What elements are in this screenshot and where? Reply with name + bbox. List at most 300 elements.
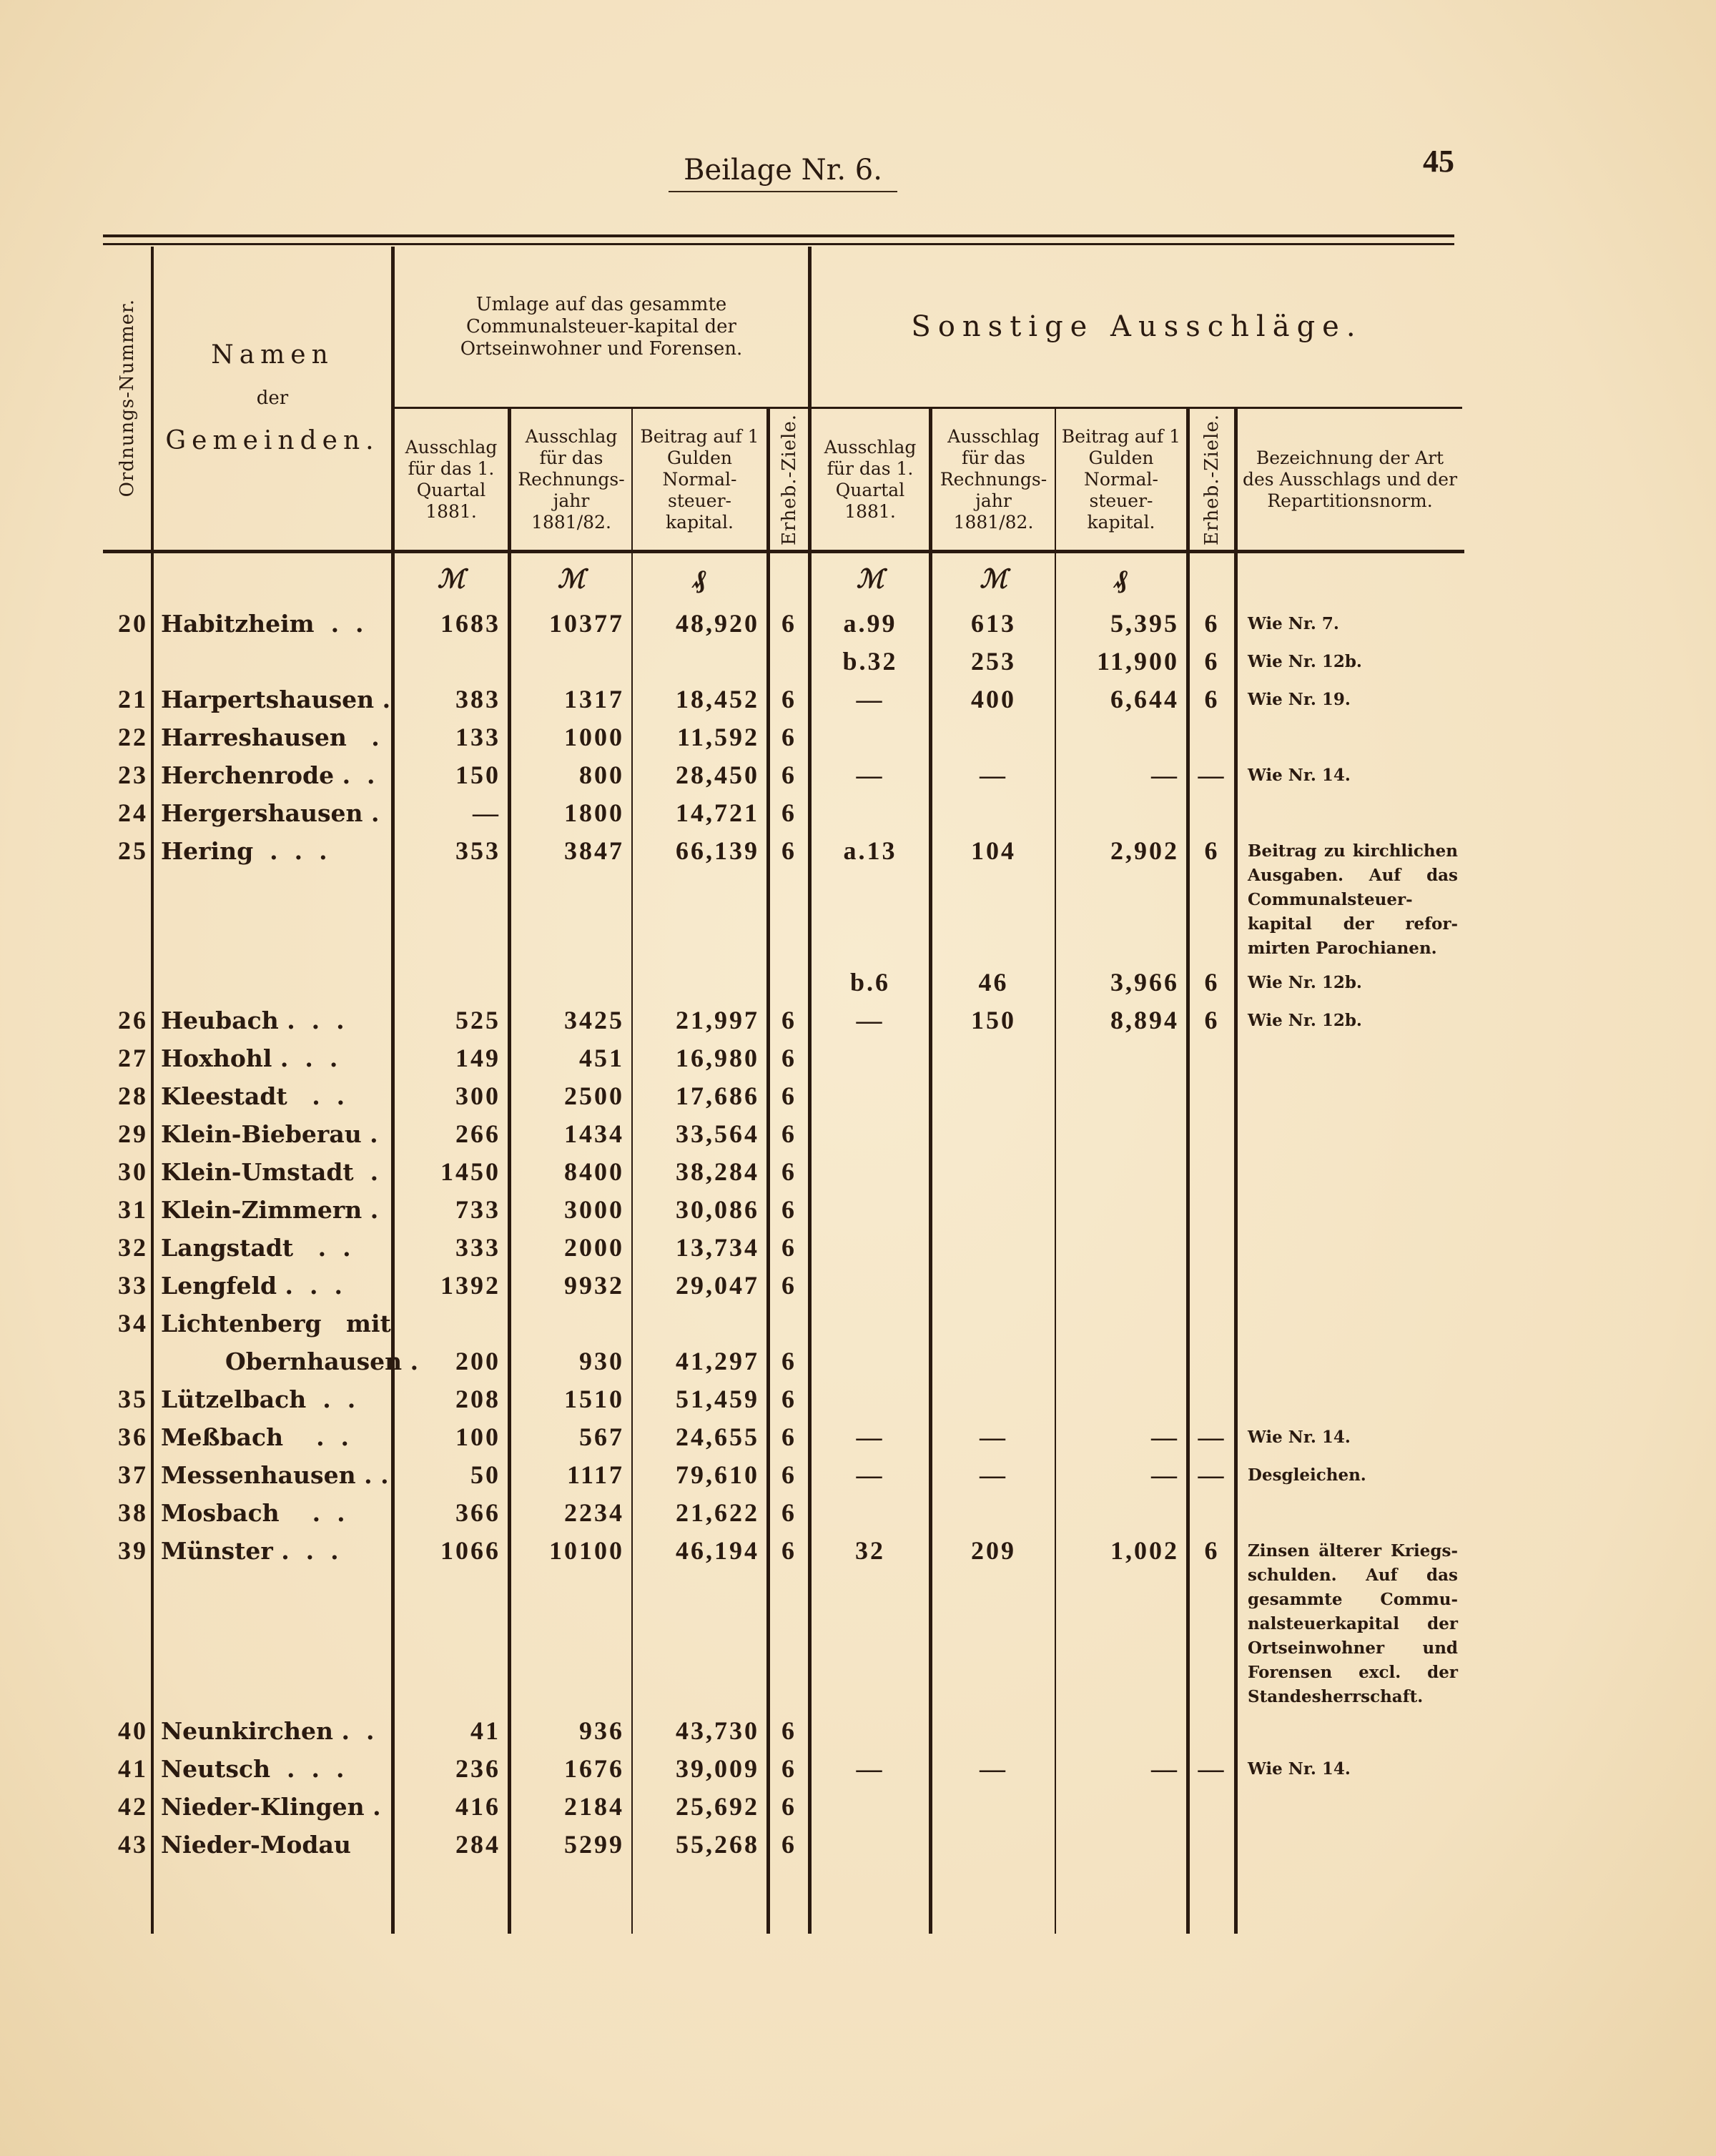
table-row xyxy=(103,1494,1464,1532)
filler-cell xyxy=(1238,1864,1462,1934)
umlage-q1-cell xyxy=(395,1229,511,1267)
umlage-ziele: 6 xyxy=(781,685,797,713)
municipality-name xyxy=(154,1750,395,1788)
umlage-q1: 383 xyxy=(455,685,500,713)
umlage-ziele-cell xyxy=(770,1267,812,1305)
umlage-q1: 150 xyxy=(455,761,500,789)
table-row xyxy=(103,718,1464,756)
other-beitrag xyxy=(1056,1380,1190,1418)
other-q1 xyxy=(812,1494,932,1532)
umlage-beitrag: 48,920 xyxy=(676,609,759,638)
other-year xyxy=(932,1115,1056,1153)
umlage-year-cell xyxy=(511,1750,633,1788)
other-ziele: — xyxy=(1190,756,1238,794)
other-year: 400 xyxy=(932,681,1056,718)
header-q1: Ausschlag für das 1. Quartal 1881. xyxy=(395,409,511,550)
assessment-table xyxy=(103,247,1464,1934)
umlage-ziele-cell xyxy=(770,756,812,794)
umlage-beitrag-cell xyxy=(633,1826,770,1864)
other-assessments xyxy=(812,1494,1462,1532)
other-beitrag xyxy=(1056,1191,1190,1229)
other-year xyxy=(932,1039,1056,1077)
umlage-ziele: 6 xyxy=(781,1044,797,1072)
other-ziele xyxy=(1190,1712,1238,1750)
umlage-q1-cell xyxy=(395,1305,511,1380)
umlage-beitrag-cell xyxy=(633,1267,770,1305)
municipality-name xyxy=(154,1380,395,1418)
filler-cell xyxy=(1190,1864,1238,1934)
other-year xyxy=(932,1153,1056,1191)
municipality-name xyxy=(154,1077,395,1115)
other-description xyxy=(1238,1191,1462,1229)
filler-cell xyxy=(1056,1864,1190,1934)
other-beitrag: 3,966 xyxy=(1056,964,1190,1002)
umlage-beitrag-cell xyxy=(633,1002,770,1039)
other-assessment-entry xyxy=(812,794,1462,832)
row-number: 24 xyxy=(103,794,154,832)
other-ziele xyxy=(1190,1267,1238,1305)
other-beitrag: 11,900 xyxy=(1056,643,1190,681)
other-beitrag xyxy=(1056,1712,1190,1750)
other-ziele: 6 xyxy=(1190,964,1238,1002)
umlage-year: 10377 xyxy=(549,609,624,638)
other-ziele: — xyxy=(1190,1750,1238,1788)
umlage-beitrag-cell xyxy=(633,1115,770,1153)
row-number: 21 xyxy=(103,681,154,718)
municipality-name-line: Harpertshausen . xyxy=(161,686,391,713)
header-ordnungs-label: Ordnungs-Nummer. xyxy=(116,299,138,498)
municipality-name xyxy=(154,1039,395,1077)
other-assessments xyxy=(812,794,1462,832)
header-sonst-q1: Ausschlag für das 1. Quartal 1881. xyxy=(812,409,932,550)
municipality-name xyxy=(154,832,395,1002)
umlage-q1-cell xyxy=(395,832,511,1002)
top-rule-second xyxy=(103,243,1454,245)
municipality-name-line: Klein-Zimmern . xyxy=(161,1196,379,1224)
umlage-ziele-cell xyxy=(770,1153,812,1191)
other-q1: — xyxy=(812,681,932,718)
umlage-year: 451 xyxy=(579,1044,624,1072)
other-year xyxy=(932,718,1056,756)
other-assessment-entry xyxy=(812,1380,1462,1418)
umlage-year: 3847 xyxy=(564,836,624,865)
municipality-name-line: Hergershausen . xyxy=(161,799,380,827)
other-ziele xyxy=(1190,718,1238,756)
umlage-year-cell xyxy=(511,1229,633,1267)
umlage-q1: 353 xyxy=(455,836,500,865)
other-year xyxy=(932,1380,1056,1418)
other-assessments xyxy=(812,832,1462,1002)
municipality-name xyxy=(154,605,395,681)
filler-cell xyxy=(812,1864,932,1934)
other-ziele xyxy=(1190,794,1238,832)
other-beitrag: 5,395 xyxy=(1056,605,1190,643)
other-assessments xyxy=(812,1788,1462,1826)
municipality-name xyxy=(154,1826,395,1864)
table-row xyxy=(103,1380,1464,1418)
other-year xyxy=(932,794,1056,832)
umlage-year-cell xyxy=(511,1456,633,1494)
umlage-ziele: 6 xyxy=(781,1233,797,1262)
other-beitrag: 6,644 xyxy=(1056,681,1190,718)
other-description xyxy=(1238,1153,1462,1191)
other-assessments xyxy=(812,1532,1462,1712)
other-assessment-entry xyxy=(812,1532,1462,1712)
row-number: 22 xyxy=(103,718,154,756)
table-row xyxy=(103,1305,1464,1380)
other-year xyxy=(932,1077,1056,1115)
top-rule xyxy=(103,234,1454,237)
filler-cell xyxy=(395,1864,511,1934)
header-year: Ausschlag für das Rechnungs-jahr 1881/82. xyxy=(511,409,633,550)
municipality-name xyxy=(154,681,395,718)
umlage-year-cell xyxy=(511,1077,633,1115)
other-assessment-entry xyxy=(812,1115,1462,1153)
umlage-ziele-cell xyxy=(770,1712,812,1750)
other-assessment-entry xyxy=(812,1788,1462,1826)
umlage-year: 10100 xyxy=(549,1536,624,1565)
other-q1: — xyxy=(812,1456,932,1494)
other-beitrag: — xyxy=(1056,756,1190,794)
umlage-year: 2500 xyxy=(564,1082,624,1110)
page-number: 45 xyxy=(1423,144,1454,179)
umlage-ziele-cell xyxy=(770,718,812,756)
umlage-q1-cell xyxy=(395,1494,511,1532)
umlage-year: 1676 xyxy=(564,1754,624,1783)
umlage-beitrag-cell xyxy=(633,1305,770,1380)
umlage-beitrag: 18,452 xyxy=(676,685,759,713)
municipality-name-line: Nieder-Modau xyxy=(161,1831,351,1859)
other-beitrag: — xyxy=(1056,1456,1190,1494)
row-number: 37 xyxy=(103,1456,154,1494)
other-year xyxy=(932,1826,1056,1864)
umlage-ziele-cell xyxy=(770,1750,812,1788)
other-year: 104 xyxy=(932,832,1056,964)
unit-mark: ℳ xyxy=(395,553,511,605)
municipality-name xyxy=(154,718,395,756)
row-number: 29 xyxy=(103,1115,154,1153)
umlage-ziele: 6 xyxy=(781,1119,797,1148)
municipality-name-line: Langstadt . . xyxy=(161,1234,351,1262)
umlage-year: 9932 xyxy=(564,1271,624,1300)
row-number: 20 xyxy=(103,605,154,681)
umlage-ziele: 6 xyxy=(781,1460,797,1489)
umlage-q1-cell xyxy=(395,1826,511,1864)
umlage-q1-cell xyxy=(395,1750,511,1788)
umlage-ziele-cell xyxy=(770,1532,812,1712)
row-number: 23 xyxy=(103,756,154,794)
other-assessment-entry xyxy=(812,681,1462,718)
row-number: 43 xyxy=(103,1826,154,1864)
other-assessment-entry xyxy=(812,1077,1462,1115)
umlage-beitrag-cell xyxy=(633,681,770,718)
umlage-year: 8400 xyxy=(564,1157,624,1186)
umlage-ziele-cell xyxy=(770,1229,812,1267)
other-q1 xyxy=(812,1153,932,1191)
other-assessment-entry xyxy=(812,1750,1462,1788)
umlage-ziele: 6 xyxy=(781,1716,797,1745)
other-year xyxy=(932,1494,1056,1532)
other-ziele: 6 xyxy=(1190,643,1238,681)
umlage-year-cell xyxy=(511,1712,633,1750)
municipality-name-line: Lützelbach . . xyxy=(161,1385,356,1413)
umlage-beitrag: 16,980 xyxy=(676,1044,759,1072)
umlage-beitrag-cell xyxy=(633,1039,770,1077)
other-q1: a.13 xyxy=(812,832,932,964)
other-assessment-entry xyxy=(812,832,1462,964)
other-year: 253 xyxy=(932,643,1056,681)
other-assessment-entry xyxy=(812,964,1462,1002)
umlage-year: 800 xyxy=(579,761,624,789)
other-beitrag xyxy=(1056,1494,1190,1532)
umlage-year-cell xyxy=(511,794,633,832)
other-description xyxy=(1238,1494,1462,1532)
unit-empty xyxy=(154,553,395,605)
units-row xyxy=(103,553,1464,605)
table-row xyxy=(103,794,1464,832)
umlage-ziele: 6 xyxy=(781,1006,797,1034)
umlage-q1-cell xyxy=(395,1532,511,1712)
other-assessment-entry xyxy=(812,1191,1462,1229)
umlage-year: 1317 xyxy=(564,685,624,713)
other-q1 xyxy=(812,1305,932,1380)
other-assessment-entry xyxy=(812,1305,1462,1380)
other-description: Wie Nr. 12b. xyxy=(1248,973,1362,992)
municipality-name-line: Messenhausen . . xyxy=(161,1461,389,1489)
other-description xyxy=(1238,1077,1462,1115)
table-filler xyxy=(103,1864,1464,1934)
other-assessment-entry xyxy=(812,643,1462,681)
row-number: 28 xyxy=(103,1077,154,1115)
other-assessments xyxy=(812,1750,1462,1788)
umlage-q1: 200 xyxy=(455,1347,500,1375)
other-ziele: 6 xyxy=(1190,1002,1238,1039)
umlage-beitrag: 46,194 xyxy=(676,1536,759,1565)
other-description xyxy=(1238,1712,1462,1750)
other-ziele xyxy=(1190,1191,1238,1229)
umlage-q1: 366 xyxy=(455,1498,500,1527)
umlage-q1: 100 xyxy=(455,1423,500,1451)
umlage-beitrag-cell xyxy=(633,1077,770,1115)
umlage-ziele: 6 xyxy=(781,1271,797,1300)
municipality-name-line: Neunkirchen . . xyxy=(161,1717,375,1745)
umlage-beitrag-cell xyxy=(633,1153,770,1191)
umlage-ziele-cell xyxy=(770,1494,812,1532)
other-year xyxy=(932,1305,1056,1380)
unit-pfennig: ₰ xyxy=(633,553,770,605)
umlage-ziele: 6 xyxy=(781,1498,797,1527)
umlage-ziele: 6 xyxy=(781,836,797,865)
filler-cell xyxy=(932,1864,1056,1934)
umlage-year-cell xyxy=(511,718,633,756)
other-beitrag xyxy=(1056,1153,1190,1191)
row-number: 25 xyxy=(103,832,154,1002)
other-description xyxy=(1238,794,1462,832)
table-row xyxy=(103,1002,1464,1039)
unit-mark: ℳ xyxy=(932,553,1056,605)
other-year: — xyxy=(932,1456,1056,1494)
umlage-q1: 284 xyxy=(455,1830,500,1859)
umlage-ziele-cell xyxy=(770,1456,812,1494)
other-description xyxy=(1238,1380,1462,1418)
umlage-beitrag: 41,297 xyxy=(676,1347,759,1375)
other-q1 xyxy=(812,1267,932,1305)
other-beitrag: — xyxy=(1056,1418,1190,1456)
other-description: Wie Nr. 14. xyxy=(1248,1428,1351,1447)
other-beitrag xyxy=(1056,1077,1190,1115)
other-q1 xyxy=(812,1229,932,1267)
other-q1 xyxy=(812,1039,932,1077)
header-name-line: Namen xyxy=(211,340,334,370)
other-description: Wie Nr. 12b. xyxy=(1248,652,1362,671)
umlage-beitrag-cell xyxy=(633,1532,770,1712)
umlage-year: 2184 xyxy=(564,1792,624,1821)
umlage-beitrag-cell xyxy=(633,1456,770,1494)
table-row xyxy=(103,1077,1464,1115)
other-year: 46 xyxy=(932,964,1056,1002)
umlage-q1: 1450 xyxy=(440,1157,500,1186)
umlage-year-cell xyxy=(511,1267,633,1305)
other-ziele: 6 xyxy=(1190,1532,1238,1712)
umlage-q1: — xyxy=(473,798,500,827)
other-year xyxy=(932,1191,1056,1229)
municipality-name-line: Klein-Bieberau . xyxy=(161,1120,378,1148)
other-assessments xyxy=(812,1712,1462,1750)
umlage-year: 1000 xyxy=(564,723,624,751)
umlage-q1: 733 xyxy=(455,1195,500,1224)
umlage-year: 3425 xyxy=(564,1006,624,1034)
umlage-beitrag-cell xyxy=(633,1788,770,1826)
umlage-year: 1117 xyxy=(566,1460,624,1489)
umlage-year: 1510 xyxy=(564,1385,624,1413)
other-ziele xyxy=(1190,1077,1238,1115)
umlage-ziele-cell xyxy=(770,1788,812,1826)
municipality-name-line: Lengfeld . . . xyxy=(161,1272,342,1300)
other-assessments xyxy=(812,1077,1462,1115)
umlage-ziele: 6 xyxy=(781,1830,797,1859)
other-assessments xyxy=(812,1418,1462,1456)
umlage-ziele: 6 xyxy=(781,1423,797,1451)
other-assessment-entry xyxy=(812,1002,1462,1039)
other-q1 xyxy=(812,1826,932,1864)
umlage-ziele: 6 xyxy=(781,723,797,751)
municipality-name-line: Münster . . . xyxy=(161,1537,339,1565)
umlage-year: 2000 xyxy=(564,1233,624,1262)
umlage-beitrag-cell xyxy=(633,718,770,756)
umlage-ziele: 6 xyxy=(781,1792,797,1821)
other-description: Wie Nr. 7. xyxy=(1248,614,1339,633)
umlage-q1: 333 xyxy=(455,1233,500,1262)
row-number: 36 xyxy=(103,1418,154,1456)
other-assessment-entry xyxy=(812,1712,1462,1750)
other-description: Wie Nr. 19. xyxy=(1248,690,1351,709)
umlage-q1: 525 xyxy=(455,1006,500,1034)
umlage-q1-cell xyxy=(395,1153,511,1191)
unit-empty xyxy=(770,553,812,605)
umlage-beitrag: 38,284 xyxy=(676,1157,759,1186)
unit-empty xyxy=(1190,553,1238,605)
other-ziele xyxy=(1190,1788,1238,1826)
row-number: 33 xyxy=(103,1267,154,1305)
umlage-beitrag: 21,622 xyxy=(676,1498,759,1527)
umlage-q1-cell xyxy=(395,605,511,681)
other-assessments xyxy=(812,605,1462,681)
header-name-line: Gemeinden. xyxy=(165,426,380,455)
other-description xyxy=(1238,1229,1462,1267)
other-year: 209 xyxy=(932,1532,1056,1712)
umlage-q1-cell xyxy=(395,1788,511,1826)
umlage-year: 1434 xyxy=(564,1119,624,1148)
other-ziele xyxy=(1190,1305,1238,1380)
other-description: Beitrag zu kirchlichen Ausgaben. Auf das Communalsteuer-kapital der refor-mirten Parochianen. xyxy=(1248,841,1458,958)
umlage-beitrag: 79,610 xyxy=(676,1460,759,1489)
umlage-year-cell xyxy=(511,1788,633,1826)
row-number: 32 xyxy=(103,1229,154,1267)
other-q1 xyxy=(812,1115,932,1153)
row-number: 26 xyxy=(103,1002,154,1039)
header-sonstige-title: Sonstige Ausschläge. xyxy=(812,247,1462,409)
other-ziele xyxy=(1190,1153,1238,1191)
other-q1 xyxy=(812,1788,932,1826)
row-number: 31 xyxy=(103,1191,154,1229)
header-sonst-beitrag: Beitrag auf 1 Gulden Normal-steuer-kapital. xyxy=(1056,409,1190,550)
umlage-beitrag: 24,655 xyxy=(676,1423,759,1451)
other-ziele xyxy=(1190,1494,1238,1532)
other-q1: — xyxy=(812,1002,932,1039)
other-q1 xyxy=(812,1380,932,1418)
other-assessment-entry xyxy=(812,1456,1462,1494)
municipality-name-line: Obernhausen . xyxy=(225,1348,419,1375)
umlage-ziele: 6 xyxy=(781,609,797,638)
table-row xyxy=(103,1115,1464,1153)
other-year xyxy=(932,1788,1056,1826)
row-number: 42 xyxy=(103,1788,154,1826)
umlage-q1: 236 xyxy=(455,1754,500,1783)
other-beitrag: 1,002 xyxy=(1056,1532,1190,1712)
header-name-line: der xyxy=(256,387,289,409)
umlage-beitrag-cell xyxy=(633,794,770,832)
other-beitrag xyxy=(1056,1039,1190,1077)
umlage-q1: 133 xyxy=(455,723,500,751)
umlage-ziele-cell xyxy=(770,1039,812,1077)
other-assessment-entry xyxy=(812,1153,1462,1191)
table-row xyxy=(103,1039,1464,1077)
umlage-ziele: 6 xyxy=(781,1754,797,1783)
unit-mark: ℳ xyxy=(812,553,932,605)
municipality-name-line: Hering . . . xyxy=(161,837,327,865)
row-number: 34 xyxy=(103,1305,154,1380)
other-beitrag xyxy=(1056,1788,1190,1826)
municipality-name-line: Lichtenberg mit xyxy=(161,1310,391,1337)
row-number: 38 xyxy=(103,1494,154,1532)
other-assessment-entry xyxy=(812,605,1462,643)
other-assessments xyxy=(812,1229,1462,1267)
umlage-q1-cell xyxy=(395,718,511,756)
other-q1: b.6 xyxy=(812,964,932,1002)
other-description xyxy=(1238,1115,1462,1153)
header-sonst-year: Ausschlag für das Rechnungs-jahr 1881/82. xyxy=(932,409,1056,550)
other-assessment-entry xyxy=(812,1418,1462,1456)
other-assessment-entry xyxy=(812,1826,1462,1864)
other-assessments xyxy=(812,1380,1462,1418)
other-assessment-entry xyxy=(812,1229,1462,1267)
umlage-ziele: 6 xyxy=(781,761,797,789)
umlage-q1-cell xyxy=(395,1267,511,1305)
other-ziele: — xyxy=(1190,1418,1238,1456)
header-ordnungs-nummer xyxy=(103,247,154,550)
other-year: — xyxy=(932,1418,1056,1456)
municipality-name-line: Meßbach . . xyxy=(161,1423,350,1451)
